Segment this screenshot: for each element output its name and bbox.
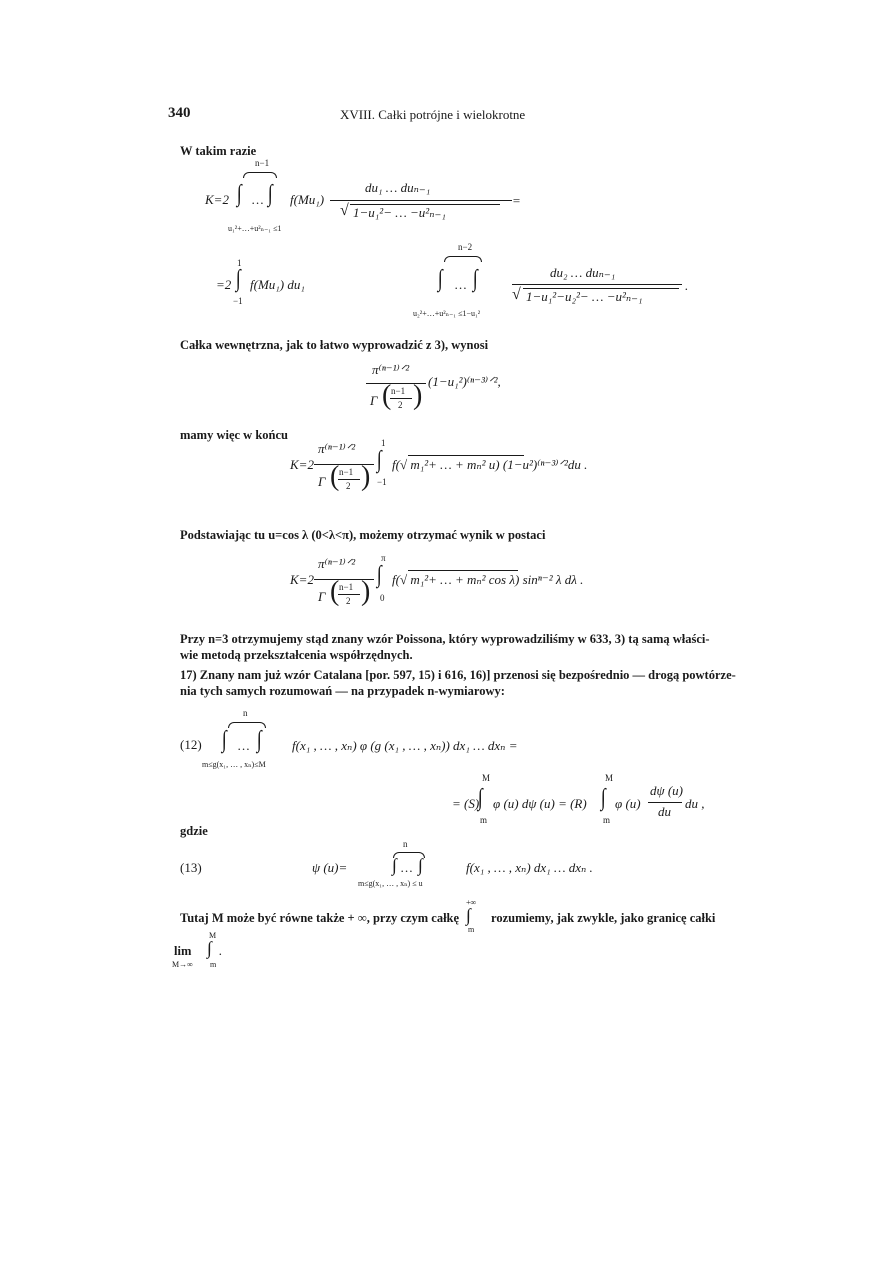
integral-sign: ∫ bbox=[472, 266, 478, 292]
eq12-deriv-den: du bbox=[658, 804, 671, 819]
lower-limit: −1 bbox=[233, 296, 243, 306]
fraction-line bbox=[338, 479, 360, 480]
integral-sign: ∫ bbox=[235, 266, 241, 292]
n-minus-1-label: n−1 bbox=[255, 158, 270, 168]
paragraph-limit-text: Tutaj M może być równe także + ∞, przy czym całkę bbox=[180, 911, 460, 925]
integral-sign: ∫ bbox=[477, 785, 483, 811]
integral-sign: ∫ bbox=[256, 727, 262, 753]
eq4-left: K=2 bbox=[290, 572, 314, 587]
integral-sign: ∫ bbox=[207, 938, 212, 958]
left-paren: ( bbox=[382, 380, 392, 411]
gamma: Γ bbox=[370, 393, 378, 408]
dots: … bbox=[401, 860, 413, 875]
lower-limit-zero: 0 bbox=[380, 593, 385, 603]
n-label: n bbox=[243, 708, 248, 718]
eq1-equals: = bbox=[512, 193, 521, 208]
dots: … bbox=[455, 277, 467, 292]
eq13-domain: m≤g(x₁, … , xₙ) ≤ u bbox=[358, 879, 423, 888]
eq1-f: f(Mu₁) bbox=[290, 192, 325, 207]
sqrt-sign: √ bbox=[512, 286, 521, 303]
sqrt-sign: √ bbox=[340, 202, 349, 219]
integral-sign: ∫ bbox=[221, 727, 227, 753]
lim-period: . bbox=[219, 943, 223, 958]
eq12-rhs2: φ (u) dψ (u) = (R) bbox=[493, 796, 587, 811]
inner-numerator: π⁽ⁿ⁻¹⁾ᐟ² bbox=[372, 362, 410, 377]
eq13-label: (13) bbox=[180, 860, 202, 875]
two-denominator: 2 bbox=[346, 481, 351, 491]
upper-limit: 1 bbox=[237, 258, 242, 268]
eq2-denominator: 1−u₁²−u₂²− … −u²ₙ₋₁ bbox=[526, 289, 643, 304]
paragraph-poisson-2: wie metodą przekształcenia współrzędnych. bbox=[180, 648, 413, 662]
lower-limit-m: m bbox=[603, 815, 611, 825]
pi-numerator: π⁽ⁿ⁻¹⁾ᐟ² bbox=[318, 556, 356, 571]
running-head: XVIII. Całki potrójne i wielokrotne bbox=[340, 107, 526, 122]
gamma: Γ bbox=[318, 589, 326, 604]
paragraph-inner-integral: Całka wewnętrzna, jak to łatwo wyprowadzić z 3), wynosi bbox=[180, 338, 489, 352]
lower-limit-m: m bbox=[210, 960, 217, 969]
right-paren: ) bbox=[361, 576, 371, 607]
paragraph-catalana-1: 17) Znany nam już wzór Catalana [por. 597, 15) i 616, 16)] przenosi się bezpośrednio — drogą powtórze- bbox=[180, 668, 736, 682]
fraction-line bbox=[390, 398, 412, 399]
overbrace bbox=[444, 256, 482, 262]
eq2-f: f(Mu₁) du₁ bbox=[250, 277, 305, 292]
eq13-left: ψ (u)= bbox=[312, 860, 348, 875]
two-denominator: 2 bbox=[346, 596, 351, 606]
fraction-line bbox=[338, 594, 360, 595]
paragraph-finally: mamy więc w końcu bbox=[180, 428, 288, 442]
paragraph-limit-end: rozumiemy, jak zwykle, jako granicę całki bbox=[491, 911, 716, 925]
integral-sign: ∫ bbox=[437, 266, 443, 292]
pi-numerator: π⁽ⁿ⁻¹⁾ᐟ² bbox=[318, 441, 356, 456]
plus-infinity: +∞ bbox=[466, 898, 477, 907]
integral-sign: ∫ bbox=[600, 785, 606, 811]
upper-limit-pi: π bbox=[381, 553, 386, 563]
dots: … bbox=[238, 738, 250, 753]
eq3-integrand: f(√ m₁²+ … + mₙ² u) (1−u²)⁽ⁿ⁻³⁾ᐟ²du . bbox=[392, 457, 588, 472]
upper-limit-M: M bbox=[605, 773, 614, 783]
lower-limit-m: m bbox=[468, 925, 475, 934]
integral-sign: ∫ bbox=[376, 562, 382, 588]
overbrace bbox=[243, 172, 277, 178]
integral-sign: ∫ bbox=[466, 905, 471, 925]
upper-limit: 1 bbox=[381, 438, 386, 448]
lower-limit-m: m bbox=[480, 815, 488, 825]
eq12-label: (12) bbox=[180, 737, 202, 752]
eq12-rhs3: φ (u) bbox=[615, 796, 641, 811]
n-minus-2-label: n−2 bbox=[458, 242, 473, 252]
two-denominator: 2 bbox=[398, 400, 403, 410]
eq2-numerator: du₂ … duₙ₋₁ bbox=[550, 265, 616, 280]
word-gdzie: gdzie bbox=[180, 824, 208, 838]
n-minus-1-numerator: n−1 bbox=[391, 386, 406, 396]
eq12-body: f(x₁ , … , xₙ) φ (g (x₁ , … , xₙ)) dx₁ … dxₙ = bbox=[292, 738, 518, 753]
paragraph-intro: W takim razie bbox=[180, 144, 257, 158]
fraction-line bbox=[330, 200, 512, 201]
eq1-left: K=2 bbox=[205, 192, 229, 207]
eq2-left: =2 bbox=[216, 277, 232, 292]
n-minus-1-numerator: n−1 bbox=[339, 467, 354, 477]
eq3-left: K=2 bbox=[290, 457, 314, 472]
left-paren: ( bbox=[330, 461, 340, 492]
paragraph-catalana-2: nia tych samych rozumowań — na przypadek n-wymiarowy: bbox=[180, 684, 505, 698]
integral-sign: ∫ bbox=[392, 855, 397, 875]
left-paren: ( bbox=[330, 576, 340, 607]
eq12-rhs: = (S) bbox=[452, 796, 480, 811]
eq2-period: . bbox=[685, 278, 689, 293]
eq1-denominator: 1−u₁²− … −u²ₙ₋₁ bbox=[353, 205, 446, 220]
right-paren: ) bbox=[361, 461, 371, 492]
n-label: n bbox=[403, 839, 408, 849]
lim-subscript: M→∞ bbox=[172, 960, 193, 969]
integral-sign: ∫ bbox=[267, 181, 273, 207]
integral-sign: ∫ bbox=[418, 855, 423, 875]
upper-limit-M: M bbox=[209, 931, 217, 940]
eq13-body: f(x₁ , … , xₙ) dx₁ … dxₙ . bbox=[466, 860, 593, 875]
sqrt-bar bbox=[408, 570, 518, 571]
integral-sign: ∫ bbox=[376, 447, 382, 473]
lower-limit: −1 bbox=[377, 477, 387, 487]
gamma: Γ bbox=[318, 474, 326, 489]
eq12-du: du , bbox=[685, 796, 705, 811]
paragraph-poisson-1: Przy n=3 otrzymujemy stąd znany wzór Poissona, który wyprowadziliśmy w 633, 3) tą samą właści- bbox=[180, 632, 710, 646]
sqrt-bar bbox=[408, 455, 524, 456]
upper-limit-M: M bbox=[482, 773, 491, 783]
eq1-numerator: du₁ … duₙ₋₁ bbox=[365, 180, 431, 195]
eq1-domain: u₁²+…+u²ₙ₋₁ ≤1 bbox=[228, 224, 282, 233]
lim-word: lim bbox=[174, 944, 192, 958]
inner-rest: (1−u₁²)⁽ⁿ⁻³⁾ᐟ², bbox=[428, 374, 501, 389]
fraction-line bbox=[648, 802, 682, 803]
eq2-domain: u₂²+…+u²ₙ₋₁ ≤1−u₁² bbox=[413, 309, 481, 318]
fraction-line bbox=[512, 284, 682, 285]
paragraph-substitution: Podstawiając tu u=cos λ (0<λ<π), możemy otrzymać wynik w postaci bbox=[180, 528, 546, 542]
eq12-domain: m≤g(x₁, … , xₙ)≤M bbox=[202, 760, 266, 769]
page-number: 340 bbox=[168, 105, 191, 121]
dots: … bbox=[252, 192, 264, 207]
n-minus-1-numerator: n−1 bbox=[339, 582, 354, 592]
eq4-integrand: f(√ m₁²+ … + mₙ² cos λ) sinⁿ⁻² λ dλ . bbox=[392, 572, 584, 587]
eq12-deriv-num: dψ (u) bbox=[650, 783, 683, 798]
right-paren: ) bbox=[413, 380, 423, 411]
integral-sign: ∫ bbox=[236, 181, 242, 207]
